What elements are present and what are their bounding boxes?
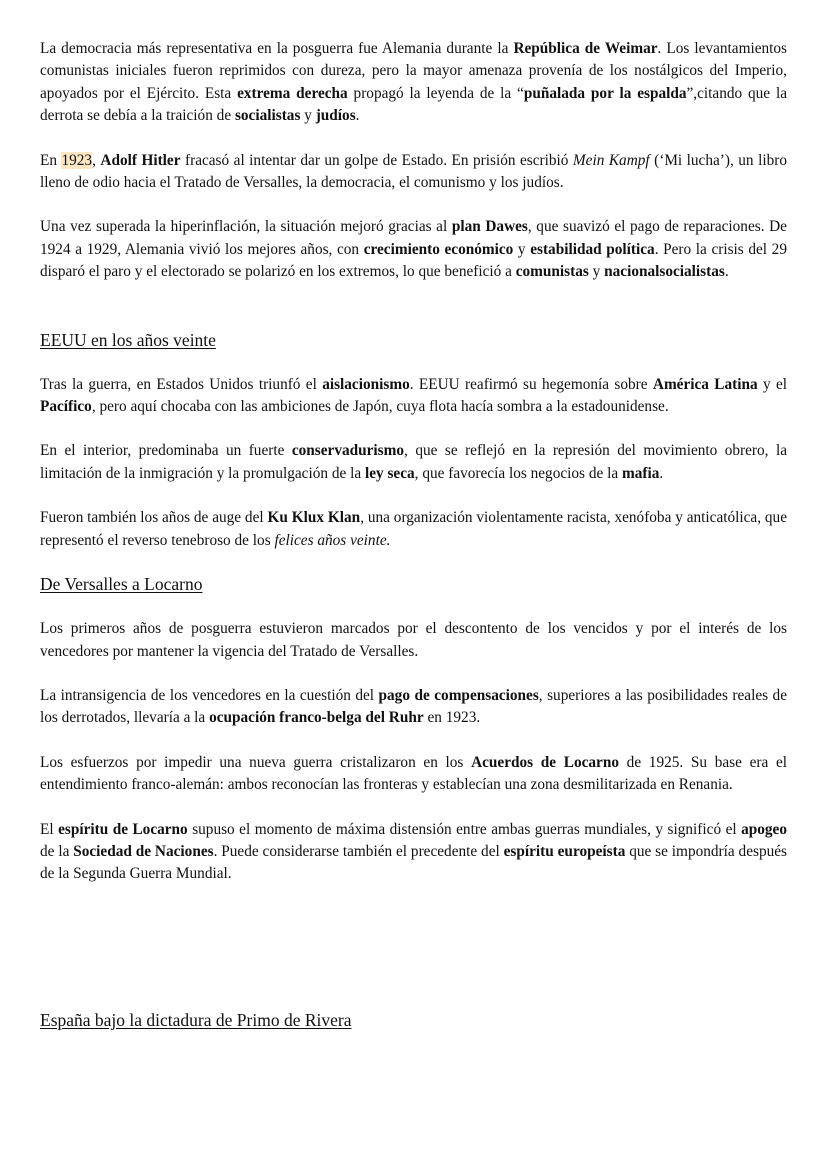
text: , superiores a las posibilidades reales de los derrotados, llevaría a la <box>40 686 787 727</box>
paragraph-acuerdos-locarno <box>40 752 787 797</box>
text: , pero aquí chocaba con las ambiciones de Japón, cuya flota hacía sombra a la estadounidense. <box>91 398 669 416</box>
bold-term: socialistas <box>234 107 301 125</box>
paragraph-kkk <box>40 507 787 552</box>
text: En <box>40 151 62 169</box>
text: . <box>355 107 360 125</box>
text: . Puede considerarse también el precedente del <box>213 842 504 860</box>
paragraph-weimar <box>40 38 787 128</box>
text: . EEUU reafirmó su hegemonía sobre <box>409 375 653 393</box>
paragraph-conservadurismo <box>40 440 787 485</box>
text: . <box>724 263 729 281</box>
text: , una organización violentamente racista, xenófoba y anticatólica, que representó el reverso tenebroso de los <box>40 509 787 549</box>
text: propagó la leyenda de la “ <box>347 84 524 102</box>
heading-eeuu: EEUU en los años veinte <box>40 329 216 350</box>
text: En el interior, predominaba un fuerte <box>40 442 292 460</box>
bold-term: ocupación franco-belga del Ruhr <box>209 709 424 727</box>
text: La intransigencia de los vencedores en la cuestión del <box>40 686 379 704</box>
text: . Los levantamientos comunistas iniciales fueron reprimidos con dureza, pero la mayor amenaza provenía de los nostálgicos del Imperio, apoyados por el Ejército. Esta <box>40 40 788 102</box>
bold-term: Adolf Hitler <box>100 151 181 169</box>
text: , que favorecía los negocios de la <box>414 464 622 482</box>
text: Los primeros años de posguerra estuvieron marcados por el descontento de los vencidos y por el interés de los vencedores por mantener la vigencia del Tratado de Versalles. <box>40 620 787 660</box>
text: de la <box>40 842 74 860</box>
text: , que suavizó el pago de reparaciones. De 1924 a 1929, Alemania vivió los mejores años, con <box>40 218 787 258</box>
text: ”,citando que la derrota se debía a la traición de <box>40 84 787 125</box>
bold-term: extrema derecha <box>237 84 348 102</box>
heading-versalles-locarno: De Versalles a Locarno <box>40 574 203 595</box>
text: , <box>92 151 101 169</box>
text: La democracia más representativa en la posguerra fue Alemania durante la <box>40 40 514 57</box>
paragraph-aislacionismo <box>40 374 787 419</box>
bold-term: espíritu de Locarno <box>58 820 188 838</box>
text: y el <box>757 375 788 393</box>
text: Fueron también los años de auge del <box>40 509 268 527</box>
paragraph-ruhr <box>40 685 787 730</box>
text: (‘Mi lucha’), un libro lleno de odio hacia el Tratado de Versalles, la democracia, el comunismo y los judíos. <box>40 151 787 192</box>
bold-term: puñalada por la espalda <box>523 84 687 102</box>
italic-term: felices años veinte. <box>274 531 391 549</box>
text: Tras la guerra, en Estados Unidos triunfó el <box>40 375 323 393</box>
paragraph-posguerra <box>40 618 787 663</box>
bold-term: apogeo <box>741 820 787 838</box>
bold-term: judíos <box>315 107 356 125</box>
bold-term: comunistas <box>515 263 589 281</box>
text: supuso el momento de máxima distensión entre ambas guerras mundiales, y significó el <box>187 820 742 838</box>
text: . Pero la crisis del 29 disparó el paro y el electorado se polarizó en los extremos, lo que benefició a <box>40 240 787 281</box>
bold-term: crecimiento económico <box>363 240 514 258</box>
text: , que se reflejó en la represión del movimiento obrero, la limitación de la inmigración y la promulgación de la <box>40 442 787 482</box>
bold-term: estabilidad política <box>530 240 655 258</box>
bold-term: plan Dawes <box>451 218 528 236</box>
text: Los esfuerzos por impedir una nueva guerra cristalizaron en los <box>40 753 472 771</box>
text: Una vez superada la hiperinflación, la situación mejoró gracias al <box>40 218 452 236</box>
paragraph-espiritu-locarno <box>40 819 787 886</box>
bold-term: Ku Klux Klan <box>267 509 361 527</box>
text: y <box>588 263 605 281</box>
text: fracasó al intentar dar un golpe de Estado. En prisión escribió <box>180 151 573 169</box>
italic-title: Mein Kampf <box>572 151 650 169</box>
bold-term: espíritu europeísta <box>503 842 626 860</box>
bold-term: República de Weimar <box>513 40 658 57</box>
text: El <box>40 820 59 838</box>
bold-term: nacionalsocialistas <box>604 263 725 281</box>
paragraph-dawes <box>40 216 787 283</box>
bold-term: América Latina <box>652 375 758 393</box>
text: y <box>300 107 316 125</box>
bold-term: Pacífico <box>40 398 92 416</box>
highlighted-year: 1923 <box>61 151 93 169</box>
bold-term: Sociedad de Naciones <box>73 842 214 860</box>
bold-term: aislacionismo <box>322 375 410 393</box>
text: en 1923. <box>423 709 481 727</box>
bold-term: pago de compensaciones <box>378 686 539 704</box>
text: que se impondría después de la Segunda Guerra Mundial. <box>40 842 787 883</box>
bold-term: mafia <box>621 464 660 482</box>
bold-term: conservadurismo <box>291 442 405 460</box>
bold-term: ley seca <box>364 464 415 482</box>
document-page <box>40 38 787 1032</box>
text: . <box>659 464 664 482</box>
bold-term: Acuerdos de Locarno <box>471 753 619 771</box>
text: de 1925. Su base era el entendimiento franco-alemán: ambos reconocían las fronteras y establecían una zona desmilitarizada en Renania. <box>40 753 787 794</box>
heading-espana-primo-rivera: España bajo la dictadura de Primo de Rivera <box>40 1009 352 1030</box>
text: y <box>513 240 531 258</box>
paragraph-hitler <box>40 150 787 195</box>
